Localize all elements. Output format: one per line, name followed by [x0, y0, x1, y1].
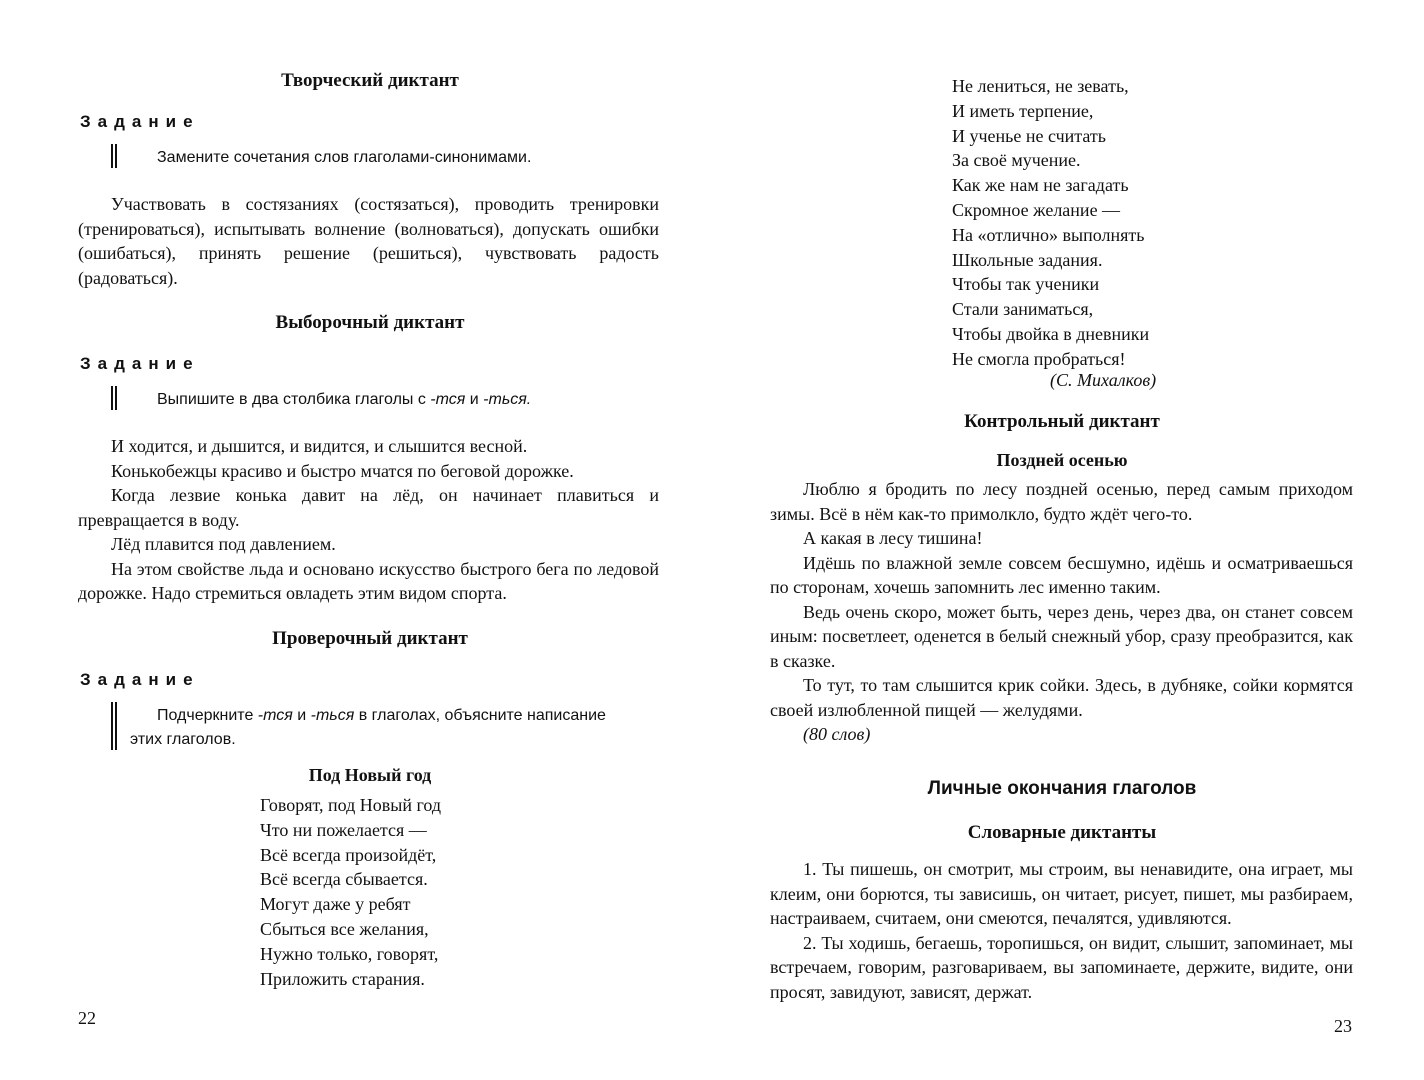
- paragraph: Люблю я бродить по лесу поздней осенью, перед самым приходом зимы. Всё в нём как-то примолкло, будто ждёт чего-то.: [770, 479, 1353, 524]
- poem-line: Скромное желание —: [952, 199, 1121, 220]
- task-label: Задание: [80, 354, 200, 373]
- paragraph: Конькобежцы красиво и быстро мчатся по беговой дорожке.: [111, 460, 574, 481]
- control-dictation-text: [770, 477, 1353, 747]
- poem-line: Сбыться все желания,: [260, 918, 429, 939]
- poem-line: Что ни пожелается —: [260, 819, 427, 840]
- poem-line: Чтобы двойка в дневники: [952, 323, 1150, 344]
- page-number: 23: [1334, 1016, 1352, 1036]
- task-label: Задание: [80, 670, 200, 689]
- task-label: Задание: [80, 112, 200, 131]
- paragraph: И ходится, и дышится, и видится, и слышится весной.: [111, 436, 528, 456]
- section-title-selective: Выборочный диктант: [275, 312, 465, 333]
- poem-line: Чтобы так ученики: [952, 274, 1100, 295]
- task-text: Подчеркните -тся и -ться в глаголах, объясните написание: [157, 707, 606, 724]
- paragraph: А какая в лесу тишина!: [803, 528, 983, 548]
- exercise-text: Участвовать в состязаниях (состязаться), проводить тренировки (тренироваться), испытывать волнение (волноваться), допускать ошибки (ошибаться), принять решение (решиться), чувствовать радость (радоваться).: [78, 194, 659, 288]
- paragraph: Когда лезвие конька давит на лёд, он начинает плавиться и превращается в воду.: [78, 485, 659, 530]
- poem-line: На «отлично» выполнять: [952, 224, 1145, 245]
- word-count: (80 слов): [803, 724, 871, 744]
- task-marker-icon: [111, 386, 117, 410]
- chapter-title: Личные окончания глаголов: [927, 778, 1197, 799]
- dictation-text: [78, 434, 659, 606]
- poem-line: Стали заниматься,: [952, 299, 1094, 320]
- task-marker-icon: [111, 702, 117, 750]
- poem-line: И иметь терпение,: [952, 100, 1094, 121]
- paragraph: На этом свойстве льда и основано искусство быстрого бега по ледовой дорожке. Надо стремиться овладеть этим видом спорта.: [78, 558, 659, 603]
- poem-line: Всё всегда произойдёт,: [260, 844, 437, 865]
- section-title-control: Контрольный диктант: [964, 411, 1160, 432]
- page-number: 22: [78, 1008, 96, 1028]
- poem-line: За своё мучение.: [952, 150, 1081, 171]
- poem-author: (С. Михалков): [1050, 370, 1157, 390]
- poem-line: Как же нам не загадать: [952, 175, 1129, 196]
- poem-line: Приложить старания.: [260, 968, 425, 989]
- task-text-line2: этих глаголов.: [130, 731, 236, 748]
- dictation-subtitle: Поздней осенью: [996, 450, 1128, 470]
- paragraph: Ведь очень скоро, может быть, через день, через два, он станет совсем иным: посветлеет, оденется в белый снежный убор, сразу преобразится, как в сказке.: [770, 601, 1353, 671]
- poem-line: Могут даже у ребят: [260, 894, 411, 915]
- poem-title: Под Новый год: [308, 765, 432, 785]
- paragraph: Идёшь по влажной земле совсем бесшумно, идёшь и осматриваешься по сторонам, хочешь запомнить лес именно таким.: [770, 552, 1353, 597]
- section-title-check: Проверочный диктант: [272, 628, 468, 649]
- paragraph: 2. Ты ходишь, бегаешь, торопишься, он видит, слышит, запоминает, мы встречаем, говорим, разговариваем, вы запоминаете, держите, видите, они просят, завидуют, зависят, держат.: [770, 932, 1353, 1002]
- paragraph: 1. Ты пишешь, он смотрит, мы строим, вы ненавидите, она играет, мы клеим, они борются, ты зависишь, он читает, рисует, пишет, мы разбираем, настраиваем, считаем, они смеются, печалятся, удивляются.: [770, 859, 1353, 928]
- poem-line: И ученье не считать: [952, 125, 1106, 146]
- section-title-creative: Творческий диктант: [281, 70, 459, 91]
- poem-line: Всё всегда сбывается.: [260, 869, 428, 890]
- poem-line: Нужно только, говорят,: [260, 943, 439, 964]
- right-page: [712, 0, 1424, 1080]
- task-marker-icon: [111, 144, 117, 168]
- poem: [260, 793, 441, 991]
- paragraph: Лёд плавится под давлением.: [111, 534, 336, 554]
- poem-line: Школьные задания.: [952, 249, 1103, 270]
- poem-continuation: [952, 74, 1149, 372]
- poem-line: Не лениться, не зевать,: [952, 76, 1129, 96]
- task-text: Замените сочетания слов глаголами-синонимами.: [157, 149, 532, 166]
- paragraph: То тут, то там слышится крик сойки. Здесь, в дубняке, сойки кормятся своей излюбленной пищей — желудями.: [770, 675, 1353, 720]
- poem-line: Говорят, под Новый год: [260, 795, 442, 815]
- task-text: Выпишите в два столбика глаголы с -тся и -ться.: [157, 391, 532, 408]
- section-title-vocab: Словарные диктанты: [967, 822, 1157, 843]
- poem-line: Не смогла пробраться!: [952, 348, 1126, 369]
- vocab-dictation-text: [770, 857, 1353, 1004]
